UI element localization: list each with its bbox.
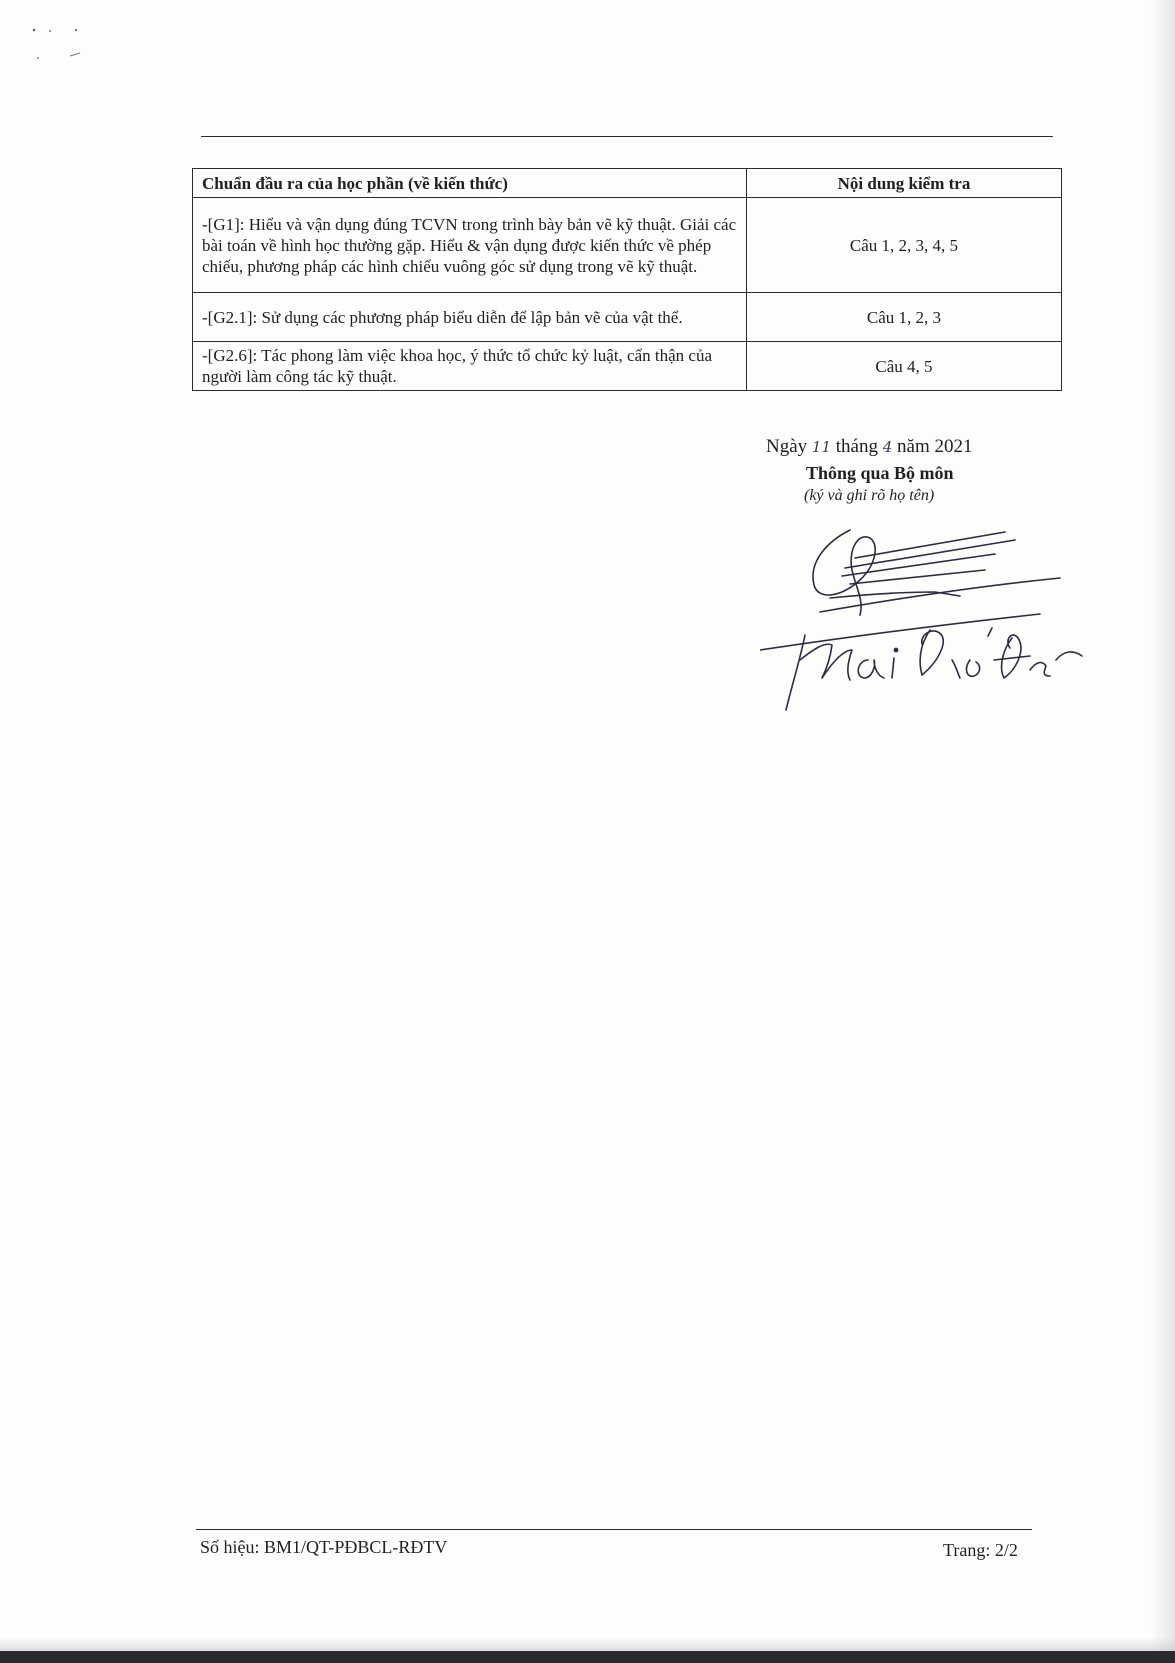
scan-corner-marks [30, 26, 90, 66]
test-content-cell: Câu 4, 5 [747, 342, 1062, 391]
outcome-cell: -[G2.1]: Sử dụng các phương pháp biểu diễn để lập bản vẽ của vật thể. [193, 293, 747, 342]
footer-rule [196, 1529, 1032, 1530]
table-header-row [193, 169, 1062, 198]
table-row [193, 198, 1062, 293]
year-text: năm 2021 [897, 436, 973, 457]
test-content-cell: Câu 1, 2, 3, 4, 5 [747, 198, 1062, 293]
scan-edge-shadow [1151, 0, 1175, 1663]
table-row [193, 342, 1062, 391]
header-outcome: Chuẩn đầu ra của học phần (về kiến thức) [193, 169, 747, 198]
approval-title: Thông qua Bộ môn [806, 463, 954, 483]
table-row [193, 293, 1062, 342]
document-code: Số hiệu: BM1/QT-PĐBCL-RĐTV [200, 1537, 448, 1557]
scan-bottom-edge [0, 1651, 1175, 1663]
test-content-cell: Câu 1, 2, 3 [747, 293, 1062, 342]
page-number: Trang: 2/2 [943, 1540, 1018, 1560]
header-test-content: Nội dung kiểm tra [747, 169, 1062, 198]
date-prefix: Ngày [766, 436, 808, 457]
header-rule [201, 136, 1053, 137]
scan-bottom-smudge [0, 1637, 1175, 1651]
learning-outcomes-table [192, 168, 1062, 391]
outcome-cell: -[G2.6]: Tác phong làm việc khoa học, ý thức tổ chức kỷ luật, cẩn thận của người làm công tác kỹ thuật. [193, 342, 747, 391]
handwritten-signature [760, 510, 1100, 720]
approval-date [766, 436, 972, 458]
day-handwritten: 11 [811, 438, 831, 456]
month-handwritten: 4 [882, 438, 893, 456]
approval-note: (ký và ghi rõ họ tên) [804, 487, 935, 504]
outcome-cell: -[G1]: Hiểu và vận dụng đúng TCVN trong trình bày bản vẽ kỹ thuật. Giải các bài toán về hình học thường gặp. Hiểu & vận dụng được kiến thức về phép chiếu, phương pháp các hình chiếu vuông góc sử dụng trong vẽ kỹ thuật. [193, 198, 747, 293]
month-label: tháng [835, 436, 878, 457]
